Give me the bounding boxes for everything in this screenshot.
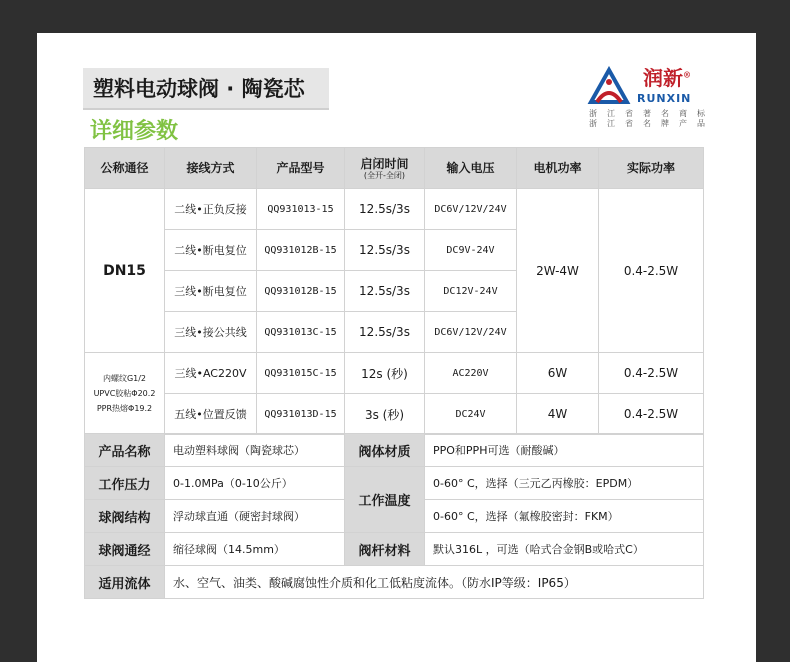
stem-label: 阀杆材料	[345, 533, 425, 566]
temperature-value-fkm: 0-60° C，选择（氟橡胶密封：FKM）	[425, 500, 704, 533]
wiring-cell: 三线•AC220V	[165, 353, 257, 394]
model-cell: QQ931013C-15	[257, 312, 345, 353]
logo-footer-char: 名	[643, 119, 651, 128]
voltage-cell: DC6V/12V/24V	[425, 189, 517, 230]
actual-power-cell: 0.4-2.5W	[599, 394, 704, 435]
actual-power-cell: 0.4-2.5W	[599, 189, 704, 353]
header-wiring: 接线方式	[165, 148, 257, 189]
voltage-cell: DC9V-24V	[425, 230, 517, 271]
actual-power-cell: 0.4-2.5W	[599, 353, 704, 394]
stem-value: 默认316L ，可选（哈式合金钢B或哈式C）	[425, 533, 704, 566]
model-cell: QQ931012B-15	[257, 271, 345, 312]
right-dark-border	[756, 33, 790, 662]
left-dark-border	[0, 33, 37, 662]
page-title: 塑料电动球阀 · 陶瓷芯	[83, 68, 329, 110]
header-model: 产品型号	[257, 148, 345, 189]
brand-logo	[587, 62, 707, 132]
model-cell: QQ931013-15	[257, 189, 345, 230]
spec-header-row	[85, 148, 704, 189]
logo-footer-char: 标	[697, 109, 705, 118]
pressure-value: 0-1.0MPa（0-10公斤）	[165, 467, 345, 500]
logo-footer-line-2	[589, 119, 705, 129]
model-cell: QQ931012B-15	[257, 230, 345, 271]
model-cell: QQ931015C-15	[257, 353, 345, 394]
voltage-cell: DC24V	[425, 394, 517, 435]
attr-row	[85, 566, 704, 599]
logo-footer-char: 著	[643, 109, 651, 118]
spec-table	[84, 147, 704, 435]
motor-power-cell: 4W	[517, 394, 599, 435]
note-ppr: PPR热熔Φ19.2	[96, 404, 153, 413]
voltage-cell: AC220V	[425, 353, 517, 394]
logo-footer-line-1	[589, 109, 705, 119]
motor-power-cell: 6W	[517, 353, 599, 394]
header-motor-power: 电机功率	[517, 148, 599, 189]
product-name-value: 电动塑料球阀（陶瓷球芯）	[165, 434, 345, 467]
attr-row	[85, 467, 704, 500]
wiring-cell: 三线•接公共线	[165, 312, 257, 353]
header-time-label: 启闭时间	[360, 156, 409, 171]
media-label: 适用流体	[85, 566, 165, 599]
logo-footer-char: 江	[607, 109, 615, 118]
section-subtitle: 详细参数	[90, 119, 179, 144]
logo-footer-char: 省	[625, 119, 633, 128]
note-thread: 内螺纹G1/2	[102, 374, 147, 383]
attr-row	[85, 434, 704, 467]
temperature-value-epdm: 0-60° C，选择（三元乙丙橡胶：EPDM）	[425, 467, 704, 500]
time-cell: 12.5s/3s	[345, 189, 425, 230]
media-value: 水、空气、油类、酸碱腐蚀性介质和化工低粘度流体。（防水IP等级：IP65）	[165, 566, 704, 599]
logo-mark-icon	[587, 66, 637, 106]
logo-footer-char: 浙	[589, 119, 597, 128]
pressure-label: 工作压力	[85, 467, 165, 500]
attribute-table	[84, 433, 704, 599]
connection-notes	[85, 353, 165, 435]
bore-label: 球阀通经	[85, 533, 165, 566]
logo-footer-char: 产	[679, 119, 687, 128]
logo-brand-cn: 润新®	[643, 66, 691, 90]
logo-footer-char: 省	[625, 109, 633, 118]
header-actual-power: 实际功率	[599, 148, 704, 189]
logo-footer-char: 浙	[589, 109, 597, 118]
table-row	[85, 353, 704, 394]
time-cell: 3s (秒)	[345, 394, 425, 435]
product-name-label: 产品名称	[85, 434, 165, 467]
registered-mark: ®	[683, 69, 691, 80]
time-cell: 12s (秒)	[345, 353, 425, 394]
voltage-cell: DC6V/12V/24V	[425, 312, 517, 353]
header-nominal: 公称通径	[85, 148, 165, 189]
structure-label: 球阀结构	[85, 500, 165, 533]
table-row	[85, 189, 704, 230]
voltage-cell: DC12V-24V	[425, 271, 517, 312]
logo-footer-char: 名	[661, 109, 669, 118]
table-row	[85, 394, 704, 435]
wiring-cell: 二线•正负反接	[165, 189, 257, 230]
note-upvc: UPVC胶粘Φ20.2	[93, 389, 156, 398]
wiring-cell: 五线•位置反馈	[165, 394, 257, 435]
attr-row	[85, 533, 704, 566]
header-time-sub: (全开-全闭)	[363, 170, 406, 180]
temperature-label: 工作温度	[345, 467, 425, 533]
wiring-cell: 三线•断电复位	[165, 271, 257, 312]
time-cell: 12.5s/3s	[345, 271, 425, 312]
time-cell: 12.5s/3s	[345, 312, 425, 353]
top-dark-bar	[0, 0, 790, 33]
body-material-label: 阀体材质	[345, 434, 425, 467]
logo-footer-char: 江	[607, 119, 615, 128]
logo-footer-char: 牌	[661, 119, 669, 128]
time-cell: 12.5s/3s	[345, 230, 425, 271]
model-cell: QQ931013D-15	[257, 394, 345, 435]
header-time	[345, 148, 425, 189]
header-voltage: 输入电压	[425, 148, 517, 189]
bore-value: 缩径球阀（14.5mm）	[165, 533, 345, 566]
dn-cell: DN15	[85, 189, 165, 353]
structure-value: 浮动球直通（硬密封球阀）	[165, 500, 345, 533]
logo-footer	[589, 109, 705, 129]
logo-footer-char: 商	[679, 109, 687, 118]
body-material-value: PPO和PPH可选（耐酸碱）	[425, 434, 704, 467]
logo-footer-char: 品	[697, 119, 705, 128]
wiring-cell: 二线•断电复位	[165, 230, 257, 271]
motor-power-cell: 2W-4W	[517, 189, 599, 353]
logo-brand-en: RUNXIN	[637, 92, 692, 105]
